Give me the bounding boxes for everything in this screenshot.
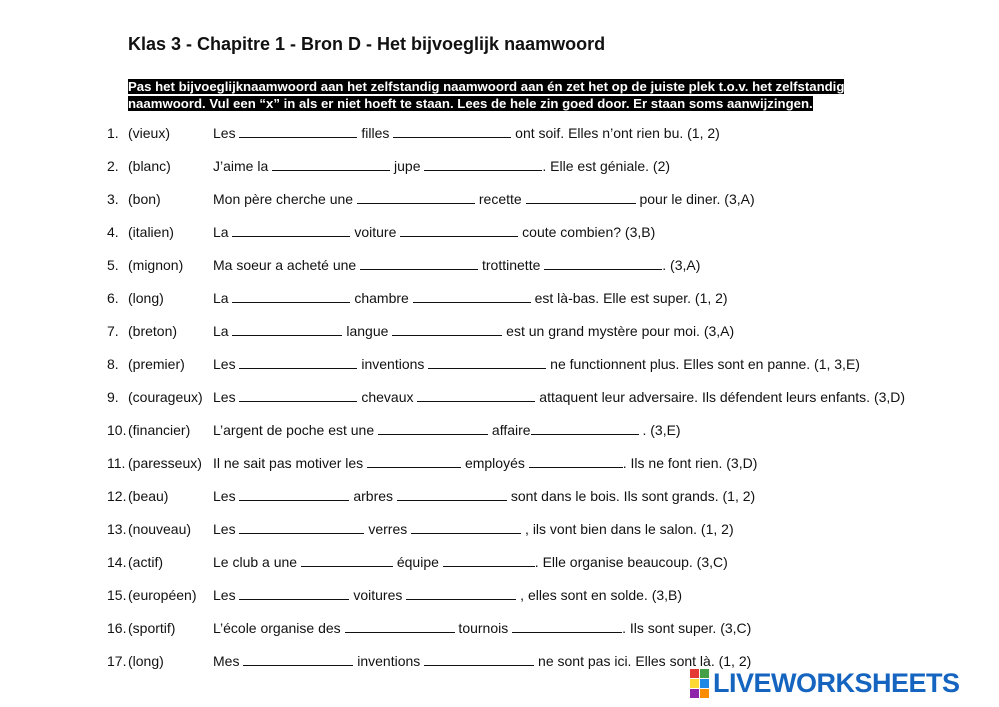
- exercise-sentence: [213, 191, 755, 207]
- answer-blank[interactable]: [345, 620, 455, 633]
- answer-blank[interactable]: [400, 224, 518, 237]
- answer-blank[interactable]: [232, 323, 342, 336]
- exercise-sentence: [213, 653, 751, 669]
- sentence-part: affaire: [488, 422, 531, 438]
- exercise-sentence: [213, 554, 728, 570]
- answer-blank[interactable]: [239, 521, 364, 534]
- sentence-part: Les: [213, 356, 240, 372]
- sentence-part: La: [213, 224, 233, 240]
- exercise-number: 9.: [107, 389, 119, 405]
- answer-blank[interactable]: [357, 191, 475, 204]
- exercise-sentence: [213, 224, 655, 240]
- sentence-part: J’aime la: [213, 158, 273, 174]
- sentence-part: inventions: [357, 356, 429, 372]
- exercise-cue: (beau): [128, 488, 169, 504]
- sentence-part: recette: [474, 191, 526, 207]
- answer-blank[interactable]: [424, 158, 542, 171]
- exercise-number: 5.: [107, 257, 119, 273]
- exercise-number: 15.: [107, 587, 127, 603]
- sentence-part: . Elle est géniale. (2): [542, 158, 671, 174]
- sentence-part: verres: [364, 521, 412, 537]
- exercise-sentence: [213, 422, 681, 438]
- exercise-cue: (mignon): [128, 257, 184, 273]
- sentence-part: Le club a une: [213, 554, 301, 570]
- exercise-cue: (premier): [128, 356, 185, 372]
- logo-tile: [690, 679, 699, 688]
- sentence-part: sont dans le bois. Ils sont grands. (1, 2): [506, 488, 756, 504]
- logo-text: LIVEWORKSHEETS: [713, 667, 960, 698]
- sentence-part: attaquent leur adversaire. Ils défendent leurs enfants. (3,D): [535, 389, 906, 405]
- answer-blank[interactable]: [424, 653, 534, 666]
- sentence-part: , elles sont en solde. (3,B): [516, 587, 683, 603]
- exercise-sentence: [213, 290, 728, 306]
- answer-blank[interactable]: [243, 653, 353, 666]
- sentence-part: L’école organise des: [213, 620, 345, 636]
- sentence-part: langue: [342, 323, 393, 339]
- answer-blank[interactable]: [239, 488, 349, 501]
- answer-blank[interactable]: [301, 554, 393, 567]
- instructions: [128, 78, 908, 112]
- exercise-sentence: [213, 620, 751, 636]
- exercise-number: 16.: [107, 620, 127, 636]
- sentence-part: ne functionnent plus. Elles sont en panne. (1, 3,E): [546, 356, 860, 372]
- answer-blank[interactable]: [443, 554, 535, 567]
- sentence-part: Les: [213, 389, 240, 405]
- sentence-part: équipe: [392, 554, 443, 570]
- instructions-text: Pas het bijvoeglijknaamwoord aan het zelfstandig naamwoord aan én zet het op de juiste plek t.o.v. het zelfstandig naamwoord. Vul een “x” in als er niet hoeft te staan. Lees de hele zin goed door. Er staan soms aanwijzingen.: [128, 79, 845, 111]
- answer-blank[interactable]: [232, 224, 350, 237]
- logo-tile: [690, 669, 699, 678]
- sentence-part: tournois: [454, 620, 513, 636]
- exercise-sentence: [213, 125, 720, 141]
- answer-blank[interactable]: [232, 290, 350, 303]
- answer-blank[interactable]: [529, 455, 623, 468]
- sentence-part: . Ils ne font rien. (3,D): [622, 455, 758, 471]
- answer-blank[interactable]: [531, 422, 639, 435]
- sentence-part: Mes: [213, 653, 244, 669]
- sentence-part: Les: [213, 521, 240, 537]
- sentence-part: est un grand mystère pour moi. (3,A): [502, 323, 735, 339]
- exercise-sentence: [213, 356, 860, 372]
- sentence-part: Mon père cherche une: [213, 191, 357, 207]
- sentence-part: ne sont pas ici. Elles sont là. (1, 2): [534, 653, 752, 669]
- exercise-cue: (financier): [128, 422, 191, 438]
- exercise-number: 12.: [107, 488, 127, 504]
- exercise-sentence: [213, 455, 757, 471]
- sentence-part: Ma soeur a acheté une: [213, 257, 361, 273]
- logo-tile: [700, 669, 709, 678]
- exercise-cue: (actif): [128, 554, 163, 570]
- exercise-cue: (breton): [128, 323, 178, 339]
- logo-tiles-icon: [690, 669, 709, 698]
- logo-tile: [690, 689, 699, 698]
- exercise-number: 14.: [107, 554, 127, 570]
- answer-blank[interactable]: [239, 389, 357, 402]
- exercise-number: 7.: [107, 323, 119, 339]
- sentence-part: Les: [213, 125, 240, 141]
- answer-blank[interactable]: [417, 389, 535, 402]
- sentence-part: . (3,A): [662, 257, 701, 273]
- answer-blank[interactable]: [367, 455, 461, 468]
- exercise-cue: (sportif): [128, 620, 176, 636]
- exercise-number: 11.: [107, 455, 126, 471]
- exercise-number: 17.: [107, 653, 127, 669]
- exercise-number: 2.: [107, 158, 119, 174]
- sentence-part: . Ils sont super. (3,C): [622, 620, 752, 636]
- sentence-part: chevaux: [357, 389, 418, 405]
- sentence-part: voitures: [349, 587, 407, 603]
- exercise-cue: (bon): [128, 191, 161, 207]
- sentence-part: La: [213, 290, 233, 306]
- exercise-cue: (européen): [128, 587, 197, 603]
- sentence-part: pour le diner. (3,A): [635, 191, 755, 207]
- exercise-cue: (paresseux): [128, 455, 202, 471]
- answer-blank[interactable]: [406, 587, 516, 600]
- exercise-cue: (nouveau): [128, 521, 192, 537]
- answer-blank[interactable]: [239, 125, 357, 138]
- answer-blank[interactable]: [239, 356, 357, 369]
- logo-tile: [700, 679, 709, 688]
- sentence-part: coute combien? (3,B): [518, 224, 656, 240]
- answer-blank[interactable]: [413, 290, 531, 303]
- exercise-cue: (italien): [128, 224, 174, 240]
- sentence-part: employés: [461, 455, 529, 471]
- exercise-cue: (long): [128, 653, 164, 669]
- sentence-part: inventions: [353, 653, 425, 669]
- sentence-part: ont soif. Elles n’ont rien bu. (1, 2): [511, 125, 720, 141]
- exercise-sentence: [213, 521, 734, 537]
- exercise-cue: (courageux): [128, 389, 203, 405]
- exercise-number: 6.: [107, 290, 119, 306]
- logo-tile: [700, 689, 709, 698]
- exercise-cue: (long): [128, 290, 164, 306]
- answer-blank[interactable]: [512, 620, 622, 633]
- exercise-cue: (vieux): [128, 125, 171, 141]
- exercise-number: 4.: [107, 224, 119, 240]
- sentence-part: voiture: [350, 224, 401, 240]
- exercise-sentence: [213, 323, 734, 339]
- answer-blank[interactable]: [392, 323, 502, 336]
- sentence-part: jupe: [390, 158, 425, 174]
- answer-blank[interactable]: [411, 521, 521, 534]
- answer-blank[interactable]: [428, 356, 546, 369]
- sentence-part: chambre: [350, 290, 413, 306]
- answer-blank[interactable]: [393, 125, 511, 138]
- exercise-sentence: [213, 389, 905, 405]
- exercise-number: 1.: [107, 125, 119, 141]
- exercise-number: 3.: [107, 191, 119, 207]
- sentence-part: Les: [213, 488, 240, 504]
- answer-blank[interactable]: [544, 257, 662, 270]
- exercise-number: 10.: [107, 422, 127, 438]
- sentence-part: . Elle organise beaucoup. (3,C): [534, 554, 728, 570]
- sentence-part: Il ne sait pas motiver les: [213, 455, 368, 471]
- answer-blank[interactable]: [272, 158, 390, 171]
- sentence-part: trottinette: [478, 257, 545, 273]
- liveworksheets-logo: [690, 668, 960, 698]
- exercise-sentence: [213, 488, 755, 504]
- page-title: Klas 3 - Chapitre 1 - Bron D - Het bijvoeglijk naamwoord: [128, 34, 606, 54]
- sentence-part: L’argent de poche est une: [213, 422, 379, 438]
- exercise-cue: (blanc): [128, 158, 171, 174]
- sentence-part: Les: [213, 587, 240, 603]
- sentence-part: . (3,E): [638, 422, 681, 438]
- answer-blank[interactable]: [360, 257, 478, 270]
- exercise-sentence: [213, 158, 670, 174]
- exercise-sentence: [213, 587, 682, 603]
- sentence-part: , ils vont bien dans le salon. (1, 2): [521, 521, 734, 537]
- answer-blank[interactable]: [239, 587, 349, 600]
- sentence-part: est là-bas. Elle est super. (1, 2): [530, 290, 728, 306]
- sentence-part: filles: [357, 125, 394, 141]
- exercise-number: 8.: [107, 356, 119, 372]
- exercise-sentence: [213, 257, 700, 273]
- answer-blank[interactable]: [378, 422, 488, 435]
- sentence-part: La: [213, 323, 233, 339]
- answer-blank[interactable]: [397, 488, 507, 501]
- answer-blank[interactable]: [526, 191, 636, 204]
- exercise-number: 13.: [107, 521, 127, 537]
- sentence-part: arbres: [349, 488, 397, 504]
